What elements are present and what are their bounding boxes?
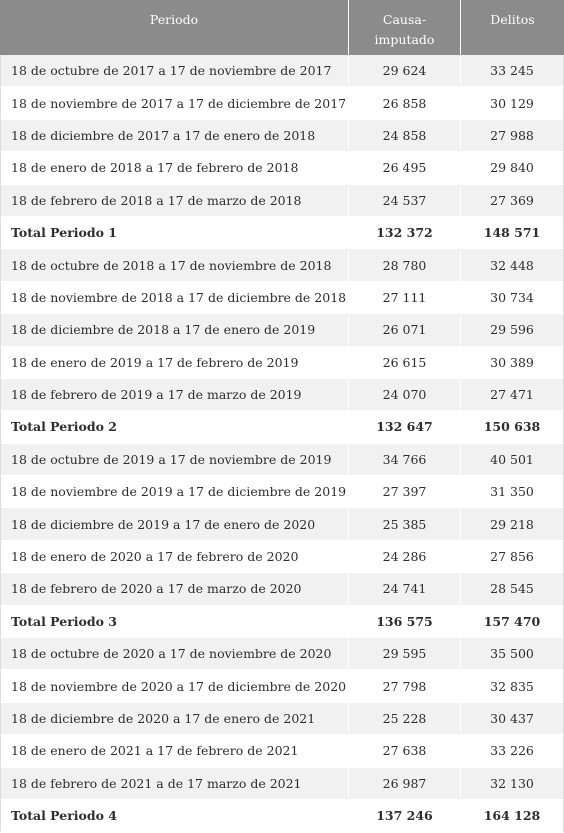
table-row	[0, 541, 564, 573]
cell-periodo: 18 de octubre de 2017 a 17 de noviembre de 2017	[0, 55, 349, 87]
cell-delitos: 40 501	[461, 444, 564, 476]
cell-periodo: 18 de octubre de 2020 a 17 de noviembre de 2020	[0, 638, 349, 670]
table-row	[0, 55, 564, 87]
cell-periodo: 18 de noviembre de 2019 a 17 de diciembre de 2019	[0, 476, 349, 508]
cell-periodo: Total Periodo 1	[0, 217, 349, 249]
cell-causa-imputado: 27 111	[349, 282, 461, 314]
total-row	[0, 606, 564, 638]
cell-periodo: 18 de noviembre de 2017 a 17 de diciembre de 2017	[0, 87, 349, 119]
table-row	[0, 476, 564, 508]
cell-causa-imputado: 27 638	[349, 735, 461, 767]
cell-delitos: 30 389	[461, 347, 564, 379]
cell-causa-imputado: 24 070	[349, 379, 461, 411]
cell-delitos: 27 988	[461, 120, 564, 152]
table-row	[0, 573, 564, 605]
cell-periodo: Total Periodo 2	[0, 411, 349, 443]
header-row	[0, 0, 564, 55]
table-row	[0, 508, 564, 540]
cell-causa-imputado: 25 228	[349, 703, 461, 735]
table-row	[0, 379, 564, 411]
table-row	[0, 735, 564, 767]
cell-delitos: 32 130	[461, 768, 564, 800]
cell-delitos: 164 128	[461, 800, 564, 832]
cell-causa-imputado: 26 071	[349, 314, 461, 346]
cell-periodo: 18 de diciembre de 2017 a 17 de enero de 2018	[0, 120, 349, 152]
cell-delitos: 29 596	[461, 314, 564, 346]
cell-delitos: 27 856	[461, 541, 564, 573]
cell-delitos: 27 369	[461, 185, 564, 217]
table-row	[0, 444, 564, 476]
cell-periodo: 18 de enero de 2020 a 17 de febrero de 2020	[0, 541, 349, 573]
cell-causa-imputado: 29 624	[349, 55, 461, 87]
cell-periodo: 18 de febrero de 2018 a 17 de marzo de 2018	[0, 185, 349, 217]
cell-periodo: 18 de febrero de 2020 a 17 de marzo de 2020	[0, 573, 349, 605]
table-row	[0, 703, 564, 735]
table-row	[0, 87, 564, 119]
header-delitos: Delitos	[461, 0, 564, 55]
cell-delitos: 30 129	[461, 87, 564, 119]
cell-periodo: 18 de diciembre de 2018 a 17 de enero de 2019	[0, 314, 349, 346]
cell-delitos: 28 545	[461, 573, 564, 605]
cell-causa-imputado: 24 858	[349, 120, 461, 152]
cell-periodo: 18 de febrero de 2021 a de 17 marzo de 2021	[0, 768, 349, 800]
cell-causa-imputado: 136 575	[349, 606, 461, 638]
cell-delitos: 150 638	[461, 411, 564, 443]
table-row	[0, 638, 564, 670]
cell-delitos: 30 437	[461, 703, 564, 735]
cell-periodo: 18 de noviembre de 2020 a 17 de diciembre de 2020	[0, 670, 349, 702]
cell-causa-imputado: 28 780	[349, 249, 461, 281]
table-row	[0, 120, 564, 152]
total-row	[0, 800, 564, 832]
table-row	[0, 314, 564, 346]
cell-delitos: 29 840	[461, 152, 564, 184]
cell-periodo: 18 de febrero de 2019 a 17 de marzo de 2019	[0, 379, 349, 411]
cell-delitos: 33 226	[461, 735, 564, 767]
cell-delitos: 30 734	[461, 282, 564, 314]
cell-periodo: 18 de enero de 2021 a 17 de febrero de 2021	[0, 735, 349, 767]
cell-causa-imputado: 26 858	[349, 87, 461, 119]
cell-causa-imputado: 26 495	[349, 152, 461, 184]
cell-delitos: 33 245	[461, 55, 564, 87]
cell-periodo: 18 de enero de 2018 a 17 de febrero de 2018	[0, 152, 349, 184]
cell-causa-imputado: 24 537	[349, 185, 461, 217]
table-row	[0, 249, 564, 281]
table-row	[0, 185, 564, 217]
cell-causa-imputado: 26 615	[349, 347, 461, 379]
cell-periodo: 18 de octubre de 2019 a 17 de noviembre de 2019	[0, 444, 349, 476]
cell-delitos: 157 470	[461, 606, 564, 638]
cell-periodo: Total Periodo 3	[0, 606, 349, 638]
table-header	[0, 0, 564, 55]
cell-causa-imputado: 34 766	[349, 444, 461, 476]
table-row	[0, 282, 564, 314]
cell-delitos: 35 500	[461, 638, 564, 670]
cell-delitos: 32 835	[461, 670, 564, 702]
cell-delitos: 27 471	[461, 379, 564, 411]
cell-periodo: 18 de noviembre de 2018 a 17 de diciembre de 2018	[0, 282, 349, 314]
table-body	[0, 55, 564, 832]
table-row	[0, 670, 564, 702]
table-row	[0, 152, 564, 184]
cell-periodo: 18 de enero de 2019 a 17 de febrero de 2019	[0, 347, 349, 379]
header-periodo: Periodo	[0, 0, 349, 55]
cell-causa-imputado: 26 987	[349, 768, 461, 800]
cell-periodo: 18 de diciembre de 2019 a 17 de enero de 2020	[0, 508, 349, 540]
cell-causa-imputado: 27 397	[349, 476, 461, 508]
cell-causa-imputado: 25 385	[349, 508, 461, 540]
total-row	[0, 217, 564, 249]
cell-periodo: Total Periodo 4	[0, 800, 349, 832]
cell-delitos: 148 571	[461, 217, 564, 249]
cell-causa-imputado: 24 286	[349, 541, 461, 573]
cell-causa-imputado: 132 372	[349, 217, 461, 249]
total-row	[0, 411, 564, 443]
table-row	[0, 347, 564, 379]
cell-periodo: 18 de diciembre de 2020 a 17 de enero de 2021	[0, 703, 349, 735]
cell-delitos: 29 218	[461, 508, 564, 540]
cell-causa-imputado: 24 741	[349, 573, 461, 605]
cell-causa-imputado: 29 595	[349, 638, 461, 670]
header-causa-imputado: Causa-imputado	[349, 0, 461, 55]
cell-delitos: 31 350	[461, 476, 564, 508]
cell-causa-imputado: 27 798	[349, 670, 461, 702]
cell-causa-imputado: 137 246	[349, 800, 461, 832]
cell-delitos: 32 448	[461, 249, 564, 281]
cell-periodo: 18 de octubre de 2018 a 17 de noviembre de 2018	[0, 249, 349, 281]
cell-causa-imputado: 132 647	[349, 411, 461, 443]
table-row	[0, 768, 564, 800]
